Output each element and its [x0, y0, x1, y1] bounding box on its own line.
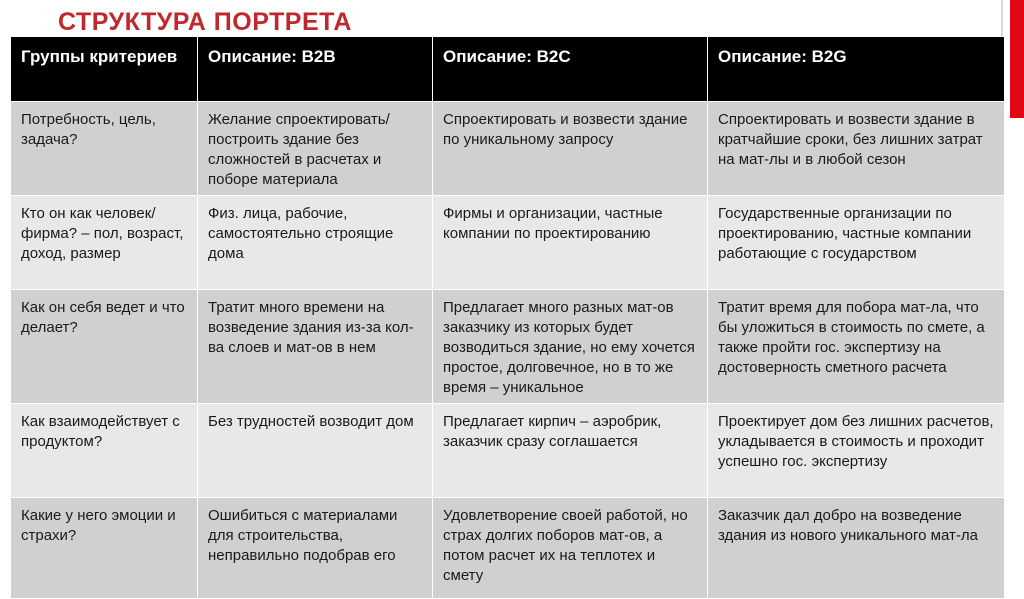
header-b2c: Описание: B2C — [433, 37, 708, 102]
b2c-cell: Спроектировать и возвести здание по уникальному запросу — [433, 102, 708, 196]
criteria-cell: Какие у него эмоции и страхи? — [11, 498, 198, 599]
b2c-cell: Предлагает много разных мат-ов заказчику из которых будет возводиться здание, но ему хочется простое, долговечное, но в то же время – уникальное — [433, 290, 708, 404]
table-row — [11, 102, 1005, 196]
b2c-cell: Удовлетворение своей работой, но страх долгих поборов мат-ов, а потом расчет их на теплотех и смету — [433, 498, 708, 599]
table-header-row — [11, 37, 1005, 102]
b2b-cell: Физ. лица, рабочие, самостоятельно строящие дома — [198, 196, 433, 290]
b2b-cell: Желание спроектировать/ построить здание без сложностей в расчетах и поборе материала — [198, 102, 433, 196]
table-row — [11, 290, 1005, 404]
b2g-cell: Государственные организации по проектированию, частные компании работающие с государством — [708, 196, 1005, 290]
header-b2b: Описание: B2B — [198, 37, 433, 102]
b2g-cell: Тратит время для побора мат-ла, что бы уложиться в стоимость по смете, а также пройти гос. экспертизу на достоверность сметного расчета — [708, 290, 1005, 404]
red-accent-bar — [1010, 0, 1024, 118]
criteria-cell: Потребность, цель, задача? — [11, 102, 198, 196]
b2b-cell: Без трудностей возводит дом — [198, 404, 433, 498]
b2b-cell: Тратит много времени на возведение здания из-за кол-ва слоев и мат-ов в нем — [198, 290, 433, 404]
b2g-cell: Заказчик дал добро на возведение здания из нового уникального мат-ла — [708, 498, 1005, 599]
slide-title: СТРУКТУРА ПОРТРЕТА — [58, 8, 352, 36]
table-row — [11, 404, 1005, 498]
table-row — [11, 196, 1005, 290]
b2b-cell: Ошибиться с материалами для строительства, неправильно подобрав его — [198, 498, 433, 599]
b2g-cell: Проектирует дом без лишних расчетов, укладывается в стоимость и проходит успешно гос. экспертизу — [708, 404, 1005, 498]
portrait-table — [10, 36, 1005, 599]
b2c-cell: Фирмы и организации, частные компании по проектированию — [433, 196, 708, 290]
b2g-cell: Спроектировать и возвести здание в кратчайшие сроки, без лишних затрат на мат-лы и в любой сезон — [708, 102, 1005, 196]
header-criteria-groups: Группы критериев — [11, 37, 198, 102]
b2c-cell: Предлагает кирпич – аэробрик, заказчик сразу соглашается — [433, 404, 708, 498]
table-row — [11, 498, 1005, 599]
criteria-cell: Как он себя ведет и что делает? — [11, 290, 198, 404]
criteria-cell: Как взаимодействует с продуктом? — [11, 404, 198, 498]
header-b2g: Описание: B2G — [708, 37, 1005, 102]
criteria-cell: Кто он как человек/фирма? – пол, возраст, доход, размер — [11, 196, 198, 290]
